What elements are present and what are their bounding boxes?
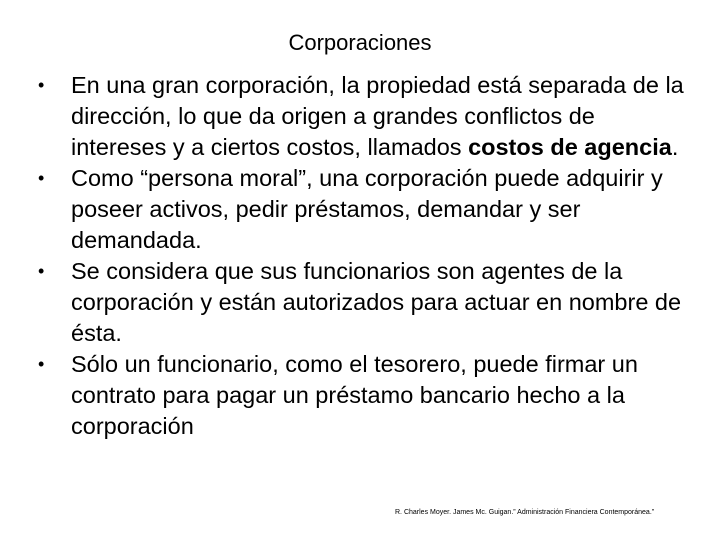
bullet-item: [38, 349, 688, 442]
bullet-dot-icon: •: [38, 75, 45, 95]
bullet-text: Sólo un funcionario, como el tesorero, puede firmar un contrato para pagar un préstamo bancario hecho a la corporación: [71, 351, 638, 439]
bullet-text: Se considera que sus funcionarios son agentes de la corporación y están autorizados para actuar en nombre de ésta.: [71, 258, 682, 346]
bullet-list: [38, 70, 688, 442]
bullet-dot-icon: •: [38, 354, 45, 374]
bullet-tail: .: [671, 134, 679, 160]
bullet-emphasis: costos de agencia: [468, 134, 672, 160]
bullet-item: [38, 70, 688, 163]
bullet-text: En una gran corporación, la propiedad está separada de la dirección, lo que da origen a grandes conflictos de intereses y a ciertos costos, llamados: [71, 72, 684, 160]
bullet-dot-icon: •: [38, 168, 45, 188]
bullet-dot-icon: •: [38, 261, 45, 281]
bullet-item: [38, 256, 688, 349]
bullet-text: Como “persona moral”, una corporación puede adquirir y poseer activos, pedir préstamos, demandar y ser demandada.: [71, 165, 663, 253]
citation-footer: R. Charles Moyer. James Mc. Guigan.” Administración Financiera Contemporánea.”: [395, 509, 655, 516]
bullet-item: [38, 163, 688, 256]
slide-title: Corporaciones: [288, 30, 432, 55]
